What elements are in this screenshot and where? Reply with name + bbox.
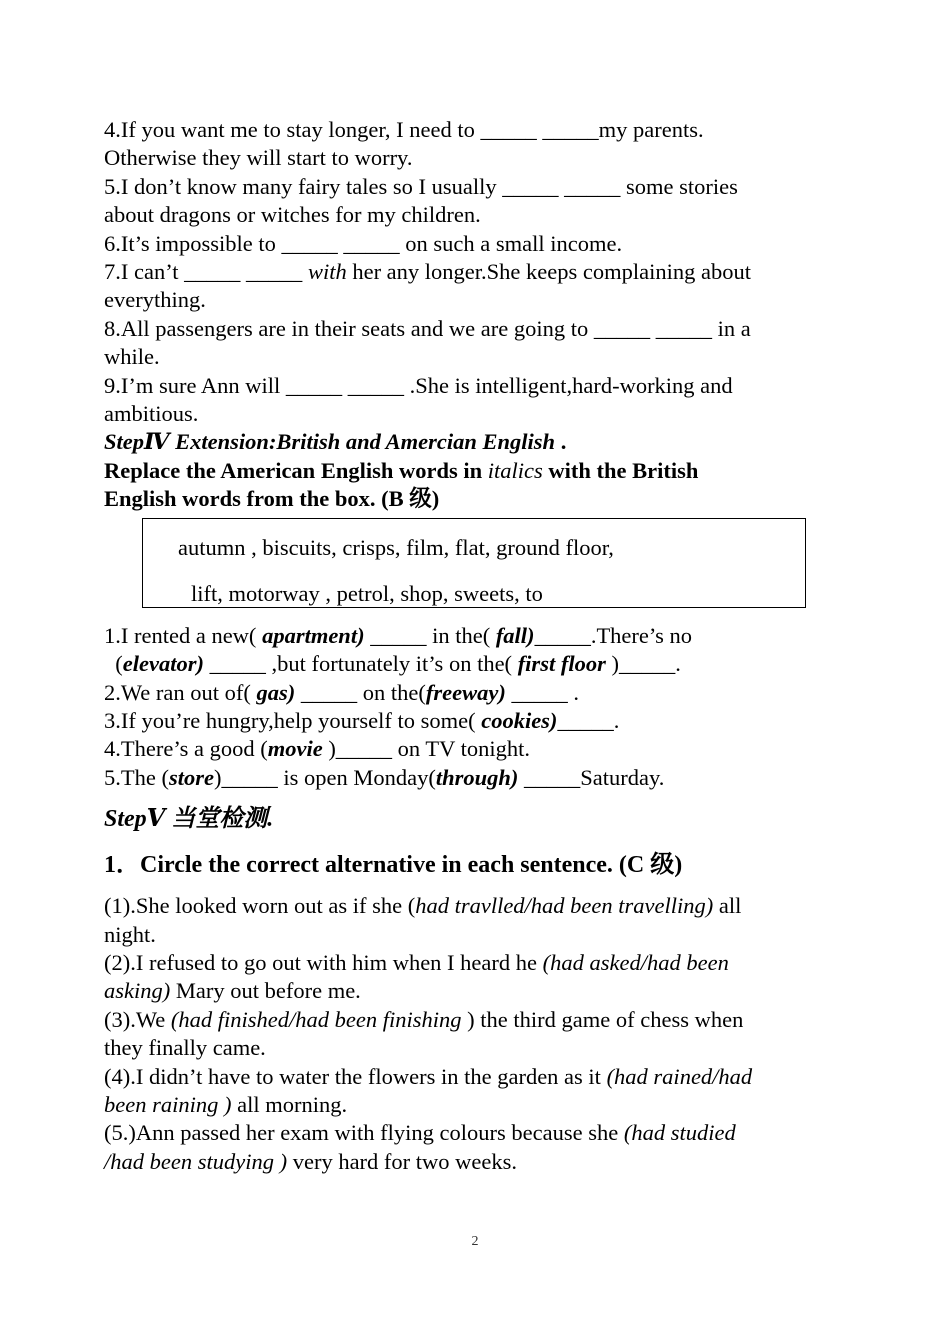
circle-line: night. <box>104 921 156 947</box>
item-line: everything. <box>104 287 206 313</box>
item-text: her any longer.She keeps complaining about <box>346 259 751 285</box>
step4-instructions <box>104 457 844 514</box>
item-line: while. <box>104 344 160 370</box>
document-body <box>104 116 844 1176</box>
exercise-text: _____ in the( <box>364 622 496 648</box>
exercise-line <box>104 764 844 792</box>
instruction-text: Replace the American English words in <box>104 457 488 483</box>
item-line: ambitious. <box>104 401 199 427</box>
circle-text: (5.)Ann passed her exam with flying colours because she <box>104 1120 624 1146</box>
alternatives: (had rained/had <box>606 1063 753 1089</box>
american-word: apartment) <box>262 622 365 648</box>
instruction-text: with the British <box>542 457 699 483</box>
american-word: store <box>168 764 214 790</box>
exercise-text: )_____ is open Monday( <box>213 764 436 790</box>
fill-item-4 <box>104 116 844 173</box>
alternatives: been raining ) <box>104 1091 232 1117</box>
fill-item-9 <box>104 372 844 429</box>
exercise-line <box>104 707 844 735</box>
circle-line <box>104 892 844 920</box>
circle-text: (3).We <box>104 1006 171 1032</box>
item-text: 7.I can’t _____ _____ <box>104 259 308 285</box>
step4-heading <box>104 428 844 456</box>
page-number: 2 <box>471 1234 479 1249</box>
word-box-row: autumn , biscuits, crisps, film, flat, ground floor, <box>178 534 614 560</box>
circle-text: ) the third game of chess when <box>461 1006 744 1032</box>
circle-line <box>104 1091 844 1119</box>
exercise-text: _____Saturday. <box>518 764 665 790</box>
circle-item-1 <box>104 892 844 949</box>
item-line: 9.I’m sure Ann will _____ _____ .She is intelligent,hard-working and <box>104 372 733 398</box>
instruction-italic: italics <box>487 457 543 483</box>
american-word: gas) <box>256 679 296 705</box>
circle-item-4 <box>104 1063 844 1120</box>
item-line: 4.If you want me to stay longer, I need to _____ _____my parents. <box>104 117 704 142</box>
exercise-line <box>104 679 844 707</box>
circle-line: they finally came. <box>104 1035 266 1061</box>
alternatives: (had studied <box>623 1120 736 1146</box>
item-line: 6.It’s impossible to _____ _____ on such a small income. <box>104 230 623 256</box>
exercise-line <box>104 622 844 650</box>
exercise-text: 1.I rented a new( <box>104 622 263 648</box>
circle-item-2 <box>104 949 844 1006</box>
american-word: through) <box>435 764 519 790</box>
replace-exercise <box>104 622 844 792</box>
circle-exercise <box>104 892 844 1176</box>
alternatives: (had finished/had been finishing <box>170 1006 462 1032</box>
item-line: about dragons or witches for my children. <box>104 202 481 228</box>
circle-line <box>104 1063 844 1091</box>
exercise-text: _____ on the( <box>295 679 426 705</box>
exercise-text: ( <box>104 651 123 677</box>
circle-line <box>104 977 844 1005</box>
step4-title: StepⅣ Extension:British and Amercian English <box>104 429 556 455</box>
circle-text: (2).I refused to go out with him when I heard he <box>104 949 543 975</box>
american-word: cookies) <box>481 707 558 733</box>
item-line: 8.All passengers are in their seats and we are going to _____ _____ in a <box>104 315 751 341</box>
exercise-text: 5.The ( <box>104 764 169 790</box>
circle-text: all morning. <box>231 1091 348 1117</box>
instruction-line: English words from the box. (B 级) <box>104 486 440 512</box>
american-word: fall) <box>495 622 535 648</box>
american-word: movie <box>267 736 323 762</box>
american-word: elevator) <box>122 651 204 677</box>
exercise-text: _____ ,but fortunately it’s on the( <box>203 651 518 677</box>
alternatives: (had asked/had been <box>542 949 729 975</box>
alternatives: had travlled/had been travelling) <box>415 893 714 919</box>
circle-line <box>104 1119 844 1147</box>
fill-item-5 <box>104 173 844 230</box>
step5-heading: StepⅤ 当堂检测. <box>104 806 274 833</box>
circle-text: all <box>713 893 742 919</box>
circle-text: (1).She looked worn out as if she ( <box>104 893 416 919</box>
circle-item-5 <box>104 1119 844 1176</box>
instruction-line <box>104 457 844 485</box>
american-word: freeway) <box>425 679 506 705</box>
alternatives: asking) <box>104 978 171 1004</box>
task1-heading: 1．Circle the correct alternative in each sentence. (C 级) <box>104 852 683 879</box>
circle-text: Mary out before me. <box>170 978 361 1004</box>
exercise-text: 4.There’s a good ( <box>104 736 268 762</box>
exercise-text: )_____ on TV tonight. <box>322 736 530 762</box>
word-box <box>142 518 806 608</box>
exercise-text: _____. <box>557 707 620 733</box>
fill-item-7 <box>104 258 844 315</box>
alternatives: /had been studying ) <box>104 1148 288 1174</box>
exercise-text: )_____. <box>605 651 681 677</box>
exercise-text: _____ . <box>505 679 579 705</box>
american-word: first floor <box>517 651 606 677</box>
step4-title-end: . <box>555 429 567 455</box>
exercise-text: _____.There’s no <box>534 622 693 648</box>
circle-item-3 <box>104 1006 844 1063</box>
exercise-line <box>104 650 844 678</box>
item-line: Otherwise they will start to worry. <box>104 145 413 171</box>
circle-text: very hard for two weeks. <box>287 1148 518 1174</box>
fill-item-8 <box>104 315 844 372</box>
exercise-text: 3.If you’re hungry,help yourself to some( <box>104 707 482 733</box>
circle-line <box>104 949 844 977</box>
item-line: 5.I don’t know many fairy tales so I usually _____ _____ some stories <box>104 173 738 199</box>
exercise-text: 2.We ran out of( <box>104 679 257 705</box>
item-italic-word: with <box>307 259 347 285</box>
circle-line <box>104 1148 844 1176</box>
word-box-row: lift, motorway , petrol, shop, sweets, to <box>191 580 543 606</box>
circle-line <box>104 1006 844 1034</box>
exercise-line <box>104 735 844 763</box>
item-line <box>104 258 844 286</box>
fill-item-6 <box>104 230 844 258</box>
circle-text: (4).I didn’t have to water the flowers in the garden as it <box>104 1063 607 1089</box>
